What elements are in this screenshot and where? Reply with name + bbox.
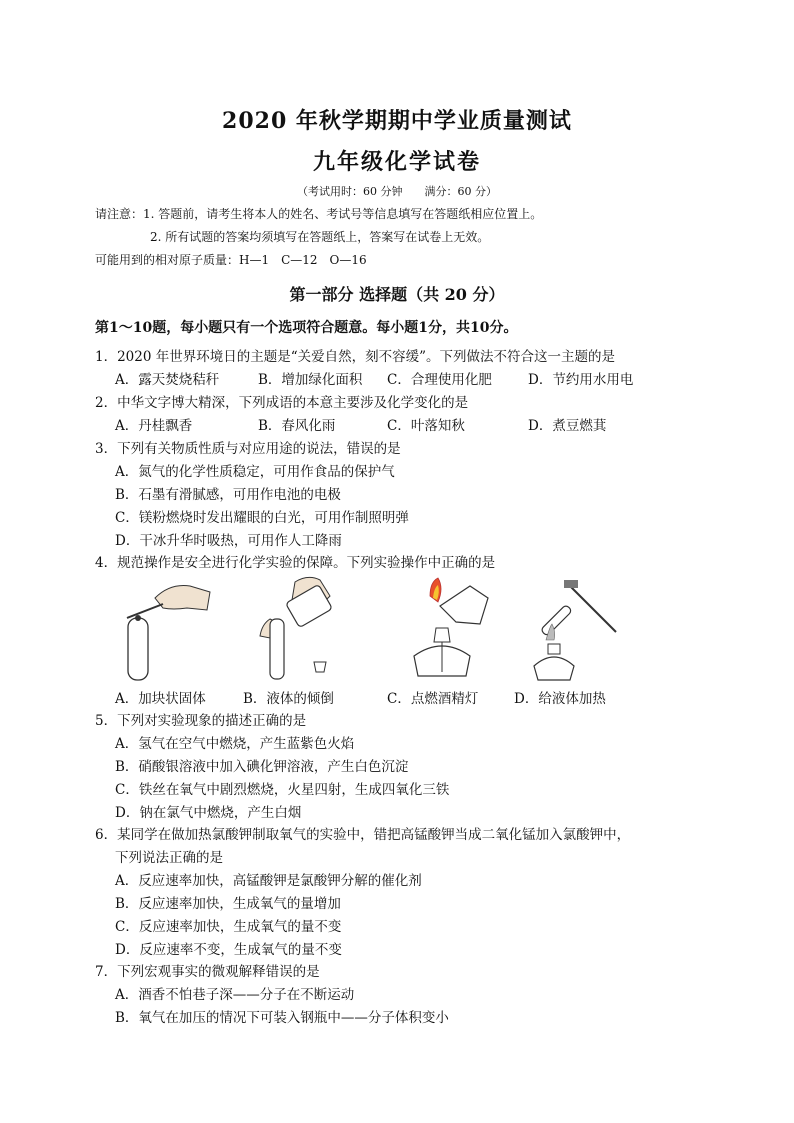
question-3-option-a: A．氮气的化学性质稳定，可用作食品的保护气: [115, 464, 395, 480]
notice-line-2: 2. 所有试题的答案均须填写在答题纸上，答案写在试卷上无效。: [150, 230, 490, 244]
question-6-option-c: C．反应速率加快，生成氧气的量不变: [115, 919, 342, 935]
question-6-stem-continued: 下列说法正确的是: [115, 850, 223, 866]
question-6-option-b: B．反应速率加快，生成氧气的量增加: [115, 896, 341, 912]
question-6-option-a: A．反应速率加快，高锰酸钾是氯酸钾分解的催化剂: [115, 873, 422, 889]
question-2-stem: 2．中华文字博大精深，下列成语的本意主要涉及化学变化的是: [95, 395, 469, 411]
exam-subtitle: 九年级化学试卷: [312, 149, 481, 175]
question-4-stem: 4．规范操作是安全进行化学实验的保障。下列实验操作中正确的是: [95, 555, 496, 571]
notice-line-1: 请注意：1. 答题前，请考生将本人的姓名、考试号等信息填写在答题纸相应位置上。: [95, 207, 543, 221]
question-6-option-d: D．反应速率不变，生成氧气的量不变: [115, 942, 342, 958]
question-6-stem: 6．某同学在做加热氯酸钾制取氧气的实验中，错把高锰酸钾当成二氧化锰加入氯酸钾中，: [95, 827, 631, 843]
question-7-option-b: B．氧气在加压的情况下可装入钢瓶中——分子体积变小: [115, 1010, 449, 1026]
illustration-pour-liquid: [240, 574, 340, 684]
question-2-option-b: B．春风化雨: [258, 418, 336, 434]
question-5-option-c: C．铁丝在氧气中剧烈燃烧，火星四射，生成四氧化三铁: [115, 782, 450, 798]
question-5-option-a: A．氢气在空气中燃烧，产生蓝紫色火焰: [115, 736, 355, 752]
question-4-option-d: D．给液体加热: [514, 691, 606, 707]
question-2-option-c: C．叶落知秋: [387, 418, 465, 434]
section-instruction: 第1～10题，每小题只有一个选项符合题意。每小题1分，共10分。: [95, 320, 518, 336]
question-7-option-a: A．酒香不怕巷子深——分子在不断运动: [115, 987, 355, 1003]
atomic-masses: 可能用到的相对原子质量：H—1 C—12 O—16: [95, 253, 367, 267]
question-3-option-d: D．干冰升华时吸热，可用作人工降雨: [115, 533, 342, 549]
question-5-option-b: B．硝酸银溶液中加入碘化钾溶液，产生白色沉淀: [115, 759, 409, 775]
question-1-stem: 1．2020 年世界环境日的主题是“关爱自然，刻不容缓”。下列做法不符合这一主题的是: [95, 349, 616, 365]
question-5-option-d: D．钠在氯气中燃烧，产生白烟: [115, 805, 302, 821]
question-7-stem: 7．下列宏观事实的微观解释错误的是: [95, 964, 320, 980]
question-3-option-c: C．镁粉燃烧时发出耀眼的白光，可用作制照明弹: [115, 510, 409, 526]
question-3-option-b: B．石墨有滑腻感，可用作电池的电极: [115, 487, 341, 503]
question-5-stem: 5．下列对实验现象的描述正确的是: [95, 713, 307, 729]
question-2-option-a: A．丹桂飘香: [115, 418, 193, 434]
question-4-option-a: A．加块状固体: [115, 691, 206, 707]
question-1-option-b: B．增加绿化面积: [258, 372, 363, 388]
illustration-heat-liquid: [528, 574, 628, 684]
exam-title: 2020 年秋学期期中学业质量测试: [222, 108, 572, 134]
question-3-stem: 3．下列有关物质性质与对应用途的说法，错误的是: [95, 441, 401, 457]
exam-info: （考试用时：60 分钟 满分：60 分）: [297, 185, 497, 198]
question-4-option-c: C．点燃酒精灯: [387, 691, 479, 707]
question-1-option-d: D．节约用水用电: [528, 372, 634, 388]
question-1-option-c: C．合理使用化肥: [387, 372, 492, 388]
question-4-option-b: B．液体的倾倒: [243, 691, 334, 707]
illustration-light-lamp: [400, 576, 510, 686]
illustration-add-solid: [115, 578, 215, 683]
question-1-option-a: A．露天焚烧秸秆: [115, 372, 220, 388]
question-2-option-d: D．煮豆燃萁: [528, 418, 607, 434]
section-title: 第一部分 选择题（共 20 分）: [289, 285, 505, 304]
